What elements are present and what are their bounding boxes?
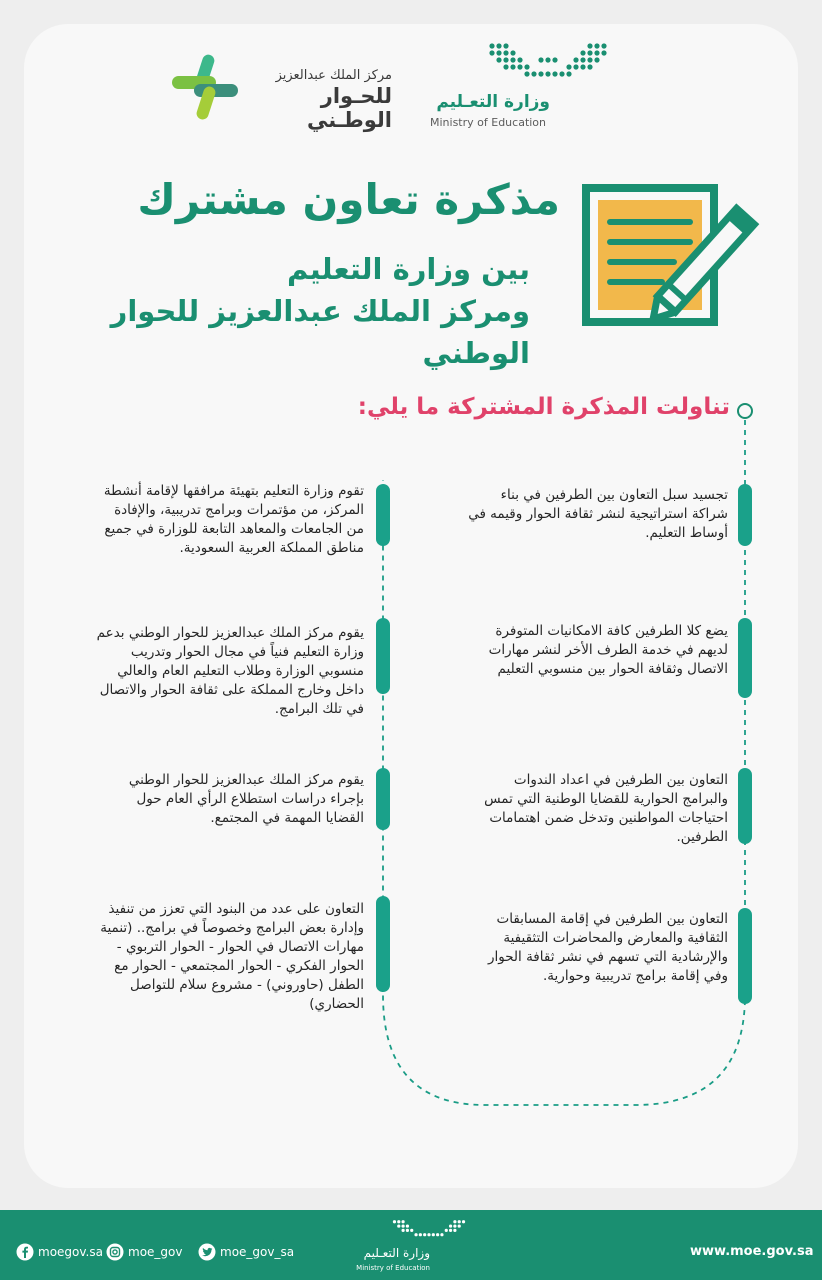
- timeline-bar: [738, 618, 752, 698]
- website-link[interactable]: www.moe.gov.sa: [690, 1244, 814, 1259]
- moe-logo-arabic: وزارة التعـليم: [436, 92, 550, 112]
- document-pencil-icon: [578, 180, 768, 330]
- subtitle-line: ومركز الملك عبدالعزيز للحوار: [110, 294, 530, 328]
- timeline-bar: [376, 896, 390, 992]
- subtitle-line: بين وزارة التعليم: [287, 252, 530, 286]
- instagram-handle[interactable]: moe_gov: [128, 1245, 183, 1259]
- list-item: التعاون على عدد من البنود التي تعزز من تنفيذ وإدارة بعض البرامج وخصوصاً في برامج.. (تنمية مهارات الاتصال في الحوار - الحوار التربوي - الحوار الفكري - الحوار المجتمعي - الحوار مع الطفل (حاوروني) - مشروع سلام للتواصل الحضاري): [100, 901, 364, 1012]
- list-item: يقوم مركز الملك عبدالعزيز للحوار الوطني بإجراء دراسات استطلاع الرأي العام حول القضايا المهمة في المجتمع.: [128, 772, 364, 826]
- moe-logo-dots-icon: [392, 1219, 466, 1243]
- kacnd-logo-line2: للحـوار الوطـني: [306, 84, 392, 132]
- list-item: التعاون بين الطرفين في إقامة المسابقات الثقافية والمعارض والمحاضرات التثقيفية والإرشادية التي تسهم في نشر ثقافة الحوار وفي إقامة برامج تدريبية وحوارية.: [487, 911, 728, 984]
- instagram-icon[interactable]: [106, 1243, 124, 1261]
- moe-logo-dots-icon: [488, 42, 608, 80]
- facebook-handle[interactable]: moegov.sa: [38, 1245, 103, 1259]
- timeline-bar: [376, 618, 390, 694]
- list-item: التعاون بين الطرفين في اعداد الندوات والبرامج الحوارية للقضايا الوطنية التي تمس احتياجات المواطنين وتدخل ضمن اهتمامات الطرفين.: [484, 772, 728, 845]
- kacnd-logo-line1: مركز الملك عبدالعزيز: [275, 68, 392, 83]
- subtitle-line: الوطني: [422, 336, 530, 370]
- timeline-bar: [376, 768, 390, 830]
- page-subtitle: [40, 248, 530, 374]
- list-item: تقوم وزارة التعليم بتهيئة مرافقها لإقامة أنشطة المركز، من مؤتمرات وبرامج تدريبية، والإفادة من الجامعات والمعاهد التابعة للوزارة في جميع مناطق المملكة العربية السعودية.: [103, 483, 364, 556]
- list-item: يقوم مركز الملك عبدالعزيز للحوار الوطني بدعم وزارة التعليم فنياً في مجال الحوار وتدريب منسوبي الوزارة وطلاب التعليم العام والعالي داخل وخارج المملكة على ثقافة الحوار والاتصال في تلك البرامج.: [96, 625, 364, 717]
- twitter-handle[interactable]: moe_gov_sa: [220, 1245, 295, 1259]
- timeline-bar: [376, 484, 390, 546]
- facebook-icon[interactable]: [16, 1243, 34, 1261]
- section-title: تناولت المذكرة المشتركة ما يلي:: [357, 394, 730, 420]
- timeline-bar: [738, 768, 752, 844]
- list-item: تجسيد سبل التعاون بين الطرفين في بناء شراكة استراتيجية لنشر ثقافة الحوار وقيمه في أوساط التعليم.: [468, 487, 728, 541]
- timeline-bar: [738, 908, 752, 1004]
- footer-logo-arabic: وزارة التعـليم: [363, 1246, 430, 1260]
- twitter-icon[interactable]: [198, 1243, 216, 1261]
- moe-logo-english: Ministry of Education: [430, 116, 547, 129]
- kacnd-logo-mark-icon: [170, 52, 242, 122]
- page-title: مذكرة تعاون مشترك: [137, 175, 560, 224]
- footer-logo-english: Ministry of Education: [356, 1264, 430, 1272]
- timeline-bar: [738, 484, 752, 546]
- list-item: يضع كلا الطرفين كافة الامكانيات المتوفرة لديهم في خدمة الطرف الأخر لنشر مهارات الاتصال وثقافة الحوار بين منسوبي التعليم: [488, 623, 728, 677]
